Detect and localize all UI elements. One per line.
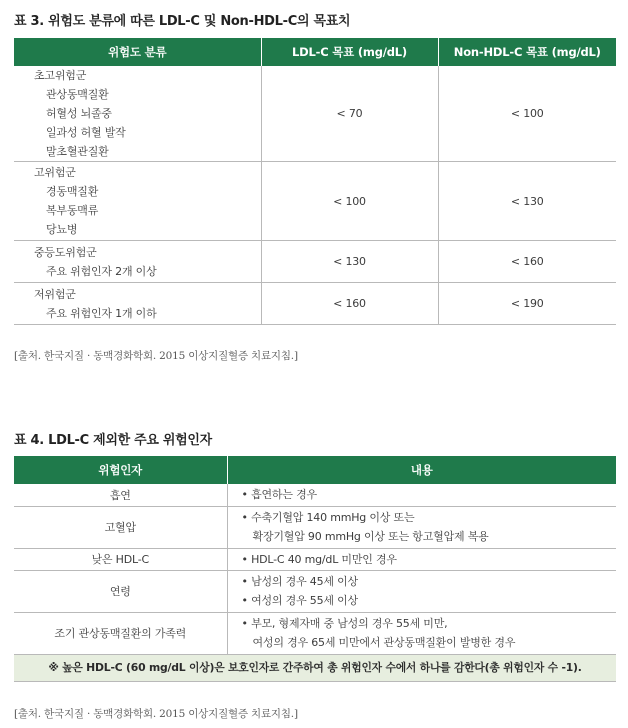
- ldl-target-value: < 130: [261, 241, 438, 283]
- table-row: [14, 612, 616, 654]
- risk-factor-detail: [227, 548, 616, 570]
- detail-line: • 수축기혈압 140 mmHg 이상 또는: [241, 511, 415, 524]
- table3-ldl-targets: [14, 38, 616, 325]
- nonhdl-target-value: < 100: [438, 66, 616, 162]
- table-row: [14, 570, 616, 612]
- detail-line: • 부모, 형제자매 중 남성의 경우 55세 미만,: [241, 617, 448, 630]
- table-row: [14, 162, 616, 241]
- detail-line: • 여성의 경우 55세 이상: [241, 594, 358, 607]
- risk-category-label: 중등도위험군: [34, 245, 97, 259]
- detail-line: • 남성의 경우 45세 이상: [241, 575, 358, 588]
- risk-factor-detail: [227, 570, 616, 612]
- table-row: [14, 484, 616, 506]
- table4-header-row: [14, 456, 616, 484]
- risk-category-cell: [14, 283, 261, 325]
- risk-factor-name: 흡연: [14, 484, 227, 506]
- risk-subitem: 주요 위험인자 1개 이하: [46, 306, 157, 320]
- ldl-target-value: < 160: [261, 283, 438, 325]
- header-nonhdl-target: Non-HDL-C 목표 (mg/dL): [438, 38, 616, 66]
- table3-header-row: [14, 38, 616, 66]
- table-row: [14, 548, 616, 570]
- table4-source: [출처. 한국지질 · 동맥경화학회. 2015 이상지질혈증 치료지침.]: [14, 708, 298, 720]
- risk-factor-detail: [227, 612, 616, 654]
- risk-subitem: 당뇨병: [46, 223, 78, 236]
- table-row: [14, 241, 616, 283]
- note-row: [14, 654, 616, 681]
- table-row: [14, 66, 616, 162]
- ldl-target-value: < 70: [261, 66, 438, 162]
- risk-subitem: 주요 위험인자 2개 이상: [46, 264, 157, 278]
- risk-subitem: 복부동맥류: [46, 204, 99, 217]
- risk-subitem: 경동맥질환: [46, 185, 99, 198]
- hdl-note: ※ 높은 HDL-C (60 mg/dL 이상)은 보호인자로 간주하여 총 위험인자 수에서 하나를 감한다(총 위험인자 수 -1).: [14, 654, 616, 681]
- risk-factor-detail: [227, 506, 616, 548]
- risk-factor-detail: [227, 484, 616, 506]
- risk-category-cell: [14, 162, 261, 241]
- table-row: [14, 283, 616, 325]
- header-description: 내용: [227, 456, 616, 484]
- nonhdl-target-value: < 160: [438, 241, 616, 283]
- table4-risk-factors: [14, 456, 616, 682]
- detail-line: 확장기혈압 90 mmHg 이상 또는 항고혈압제 복용: [252, 530, 489, 543]
- risk-factor-name: 고혈압: [14, 506, 227, 548]
- table3-title: 표 3. 위험도 분류에 따른 LDL-C 및 Non-HDL-C의 목표치: [14, 14, 351, 29]
- risk-subitem: 말초혈관질환: [46, 145, 109, 158]
- table4-title: 표 4. LDL-C 제외한 주요 위험인자: [14, 433, 212, 448]
- header-risk-factor: 위험인자: [14, 456, 227, 484]
- risk-category-cell: [14, 241, 261, 283]
- detail-line: • 흡연하는 경우: [241, 488, 317, 502]
- table-row: [14, 506, 616, 548]
- risk-category-label: 고위험군: [34, 166, 76, 179]
- nonhdl-target-value: < 190: [438, 283, 616, 325]
- ldl-target-value: < 100: [261, 162, 438, 241]
- header-ldl-target: LDL-C 목표 (mg/dL): [261, 38, 438, 66]
- risk-factor-name: 조기 관상동맥질환의 가족력: [14, 612, 227, 654]
- risk-category-cell: [14, 66, 261, 162]
- risk-category-label: 초고위험군: [34, 69, 87, 82]
- detail-line: 여성의 경우 65세 미만에서 관상동맥질환이 발병한 경우: [252, 636, 516, 649]
- table3-source: [출처. 한국지질 · 동맥경화학회. 2015 이상지질혈증 치료지침.]: [14, 350, 298, 362]
- nonhdl-target-value: < 130: [438, 162, 616, 241]
- risk-subitem: 일과성 허혈 발작: [46, 126, 126, 139]
- header-risk-category: 위험도 분류: [14, 38, 261, 66]
- detail-line: • HDL-C 40 mg/dL 미만인 경우: [241, 552, 397, 566]
- risk-factor-name: 낮은 HDL-C: [14, 548, 227, 570]
- risk-factor-name: 연령: [14, 570, 227, 612]
- risk-subitem: 허혈성 뇌졸중: [46, 107, 112, 120]
- risk-category-label: 저위험군: [34, 287, 76, 301]
- risk-subitem: 관상동맥질환: [46, 88, 109, 101]
